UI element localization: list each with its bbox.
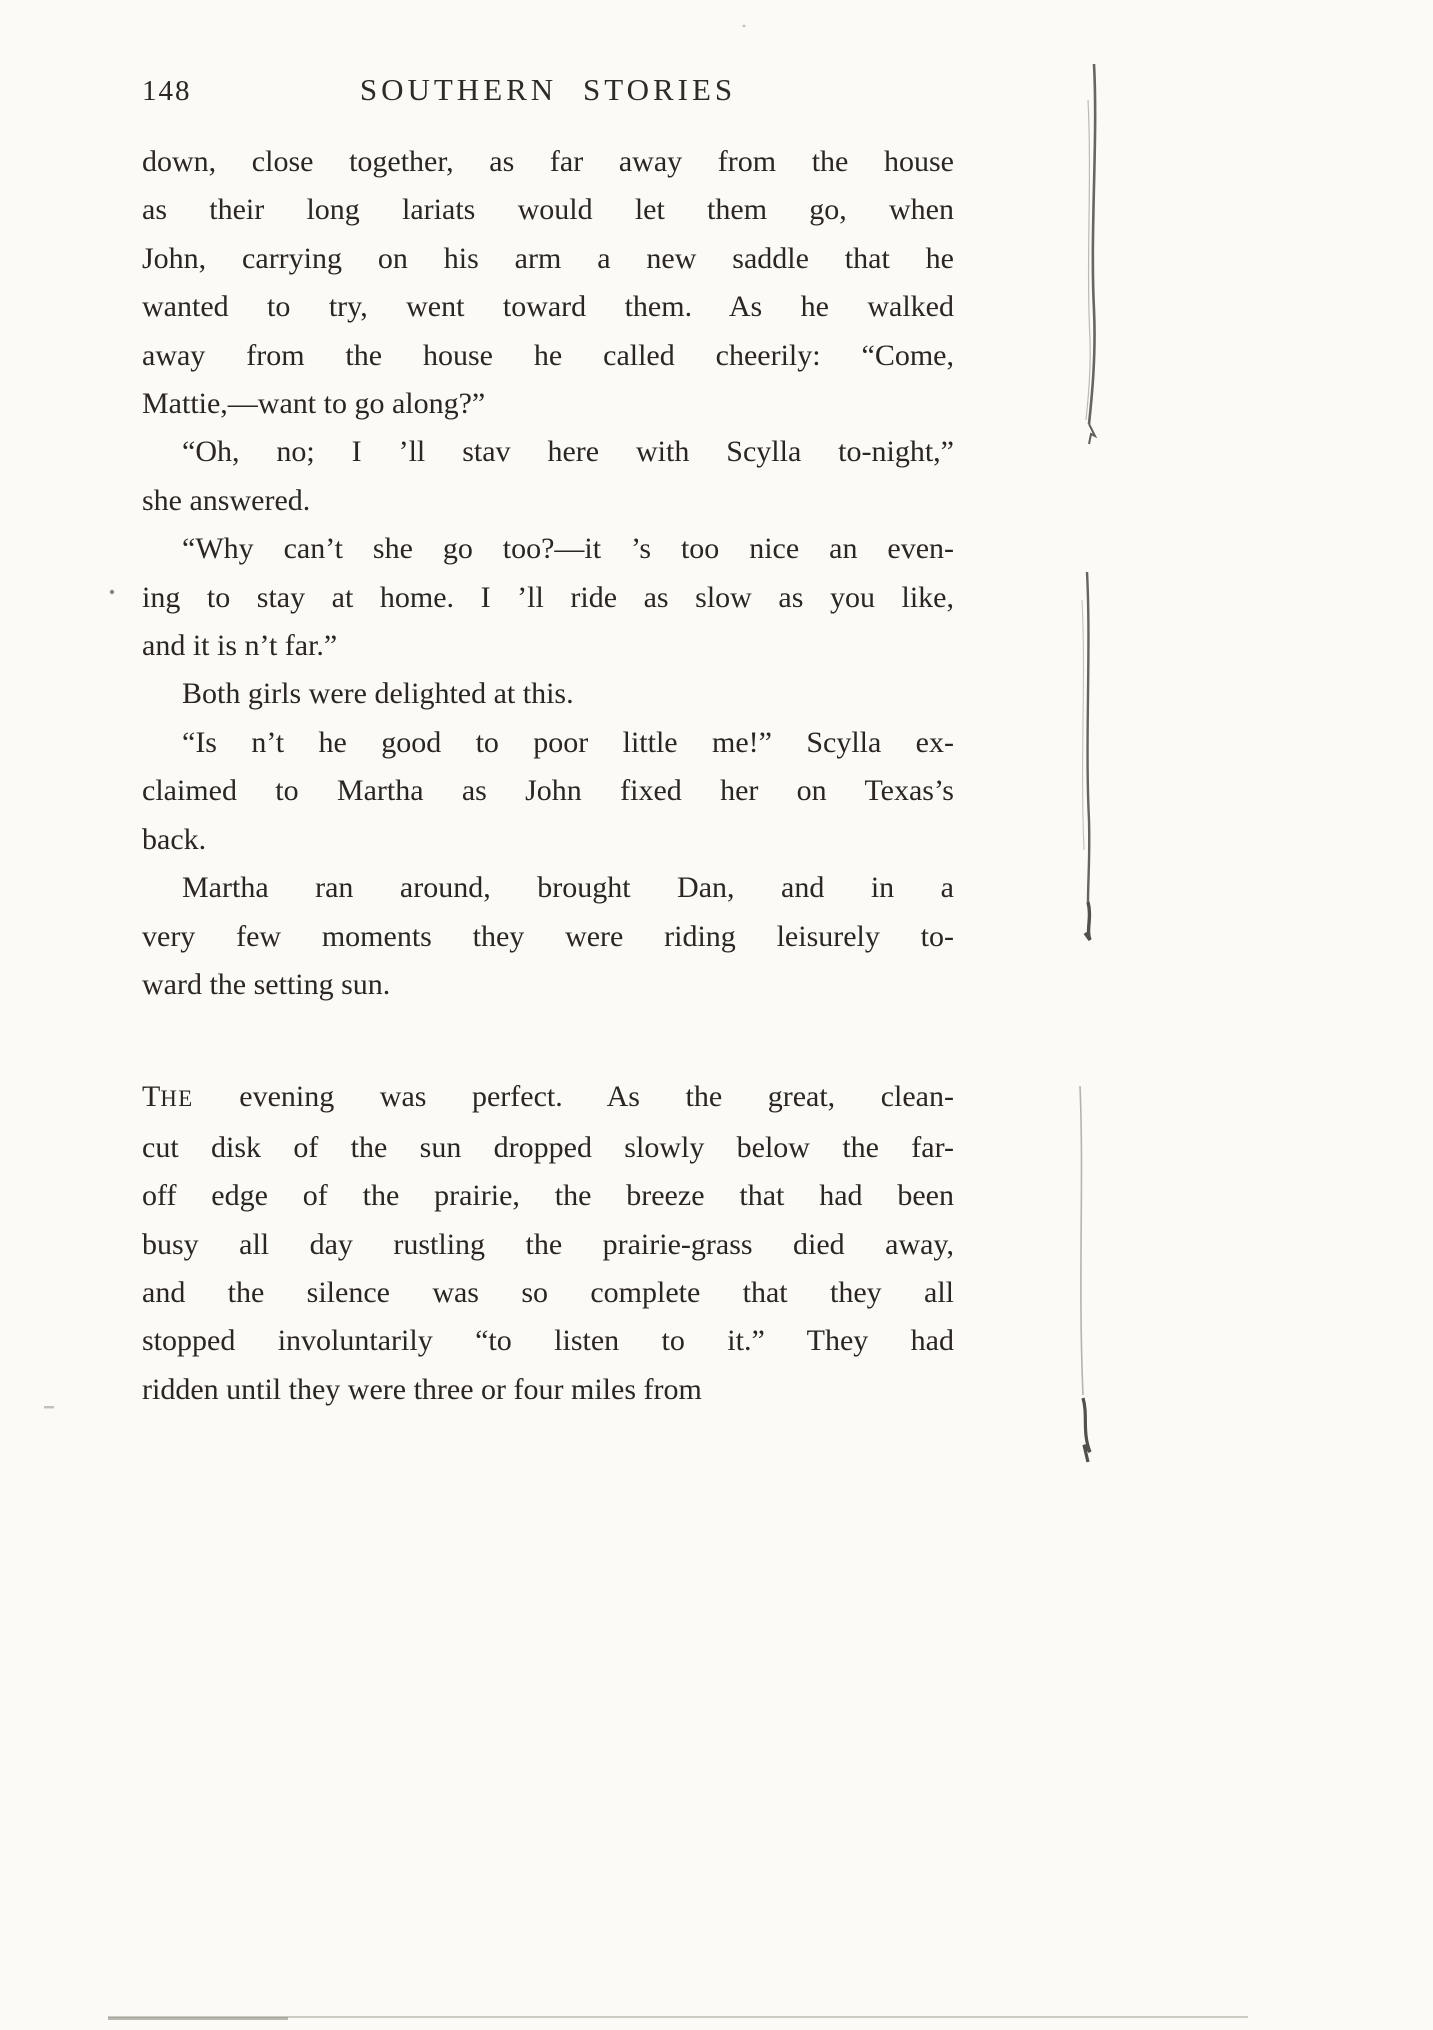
text-line: “Oh, no; I ’ll stav here with Scylla to-night,” xyxy=(182,435,954,469)
text-line: back. xyxy=(142,822,207,856)
text-line: wanted to try, went toward them. As he walked xyxy=(142,290,954,324)
text-line: she answered. xyxy=(142,483,311,517)
text-line: down, close together, as far away from the house xyxy=(142,145,954,178)
text-line: claimed to Martha as John fixed her on Texas’s xyxy=(142,774,954,808)
page-header xyxy=(142,72,954,116)
text-line: THE evening was perfect. As the great, clean- xyxy=(142,1080,954,1114)
lead-capital: T xyxy=(142,1080,161,1114)
text-line: ridden until they were three or four miles from xyxy=(142,1372,702,1406)
scan-mark xyxy=(1080,1086,1083,1395)
paragraph xyxy=(142,1073,954,1414)
paragraph xyxy=(142,670,954,718)
paragraph xyxy=(142,428,954,525)
scan-edge-line xyxy=(108,2016,1248,2018)
smallcaps-text: HE xyxy=(160,1086,194,1112)
scan-mark xyxy=(1089,64,1095,424)
text-line: stopped involuntarily “to listen to it.” They had xyxy=(142,1324,954,1358)
text-line: as their long lariats would let them go, when xyxy=(142,193,954,227)
scan-mark xyxy=(1085,902,1090,940)
page-number: 148 xyxy=(142,75,192,107)
running-title: SOUTHERN STORIES xyxy=(359,72,737,107)
scan-speck xyxy=(743,25,746,28)
scan-mark xyxy=(1083,1398,1090,1462)
paragraph xyxy=(142,525,954,670)
text-line: and the silence was so complete that they all xyxy=(142,1275,954,1309)
scan-mark xyxy=(1086,100,1090,420)
text-block xyxy=(142,138,954,1414)
text-line: Martha ran around, brought Dan, and in a xyxy=(182,871,954,905)
text-line: John, carrying on his arm a new saddle that he xyxy=(142,241,954,275)
text-line: cut disk of the sun dropped slowly below the far- xyxy=(142,1130,954,1164)
text-line: and it is n’t far.” xyxy=(142,629,338,663)
paragraph xyxy=(142,138,954,428)
scan-mark xyxy=(1082,600,1084,850)
scan-mark xyxy=(1087,572,1089,902)
scan-speck xyxy=(110,590,114,594)
text-line: ing to stay at home. I ’ll ride as slow as you like, xyxy=(142,580,954,614)
text-line: Both girls were delighted at this. xyxy=(182,677,574,711)
text-line: Mattie,—want to go along?” xyxy=(142,387,486,421)
text-line: “Is n’t he good to poor little me!” Scylla ex- xyxy=(182,725,954,759)
paragraph xyxy=(142,864,954,1009)
text-line: off edge of the prairie, the breeze that had been xyxy=(142,1179,954,1213)
text-line: “Why can’t she go too?—it ’s too nice an even- xyxy=(182,532,954,566)
text-line: ward the setting sun. xyxy=(142,967,391,1001)
text-line: away from the house he called cheerily: “Come, xyxy=(142,338,954,372)
scan-mark xyxy=(1089,424,1095,444)
text-line: very few moments they were riding leisurely to- xyxy=(142,919,954,953)
text-line: busy all day rustling the prairie-grass died away, xyxy=(142,1227,954,1261)
scan-edge-line xyxy=(108,2017,288,2020)
paragraph xyxy=(142,719,954,864)
scan-speck xyxy=(44,1406,54,1408)
